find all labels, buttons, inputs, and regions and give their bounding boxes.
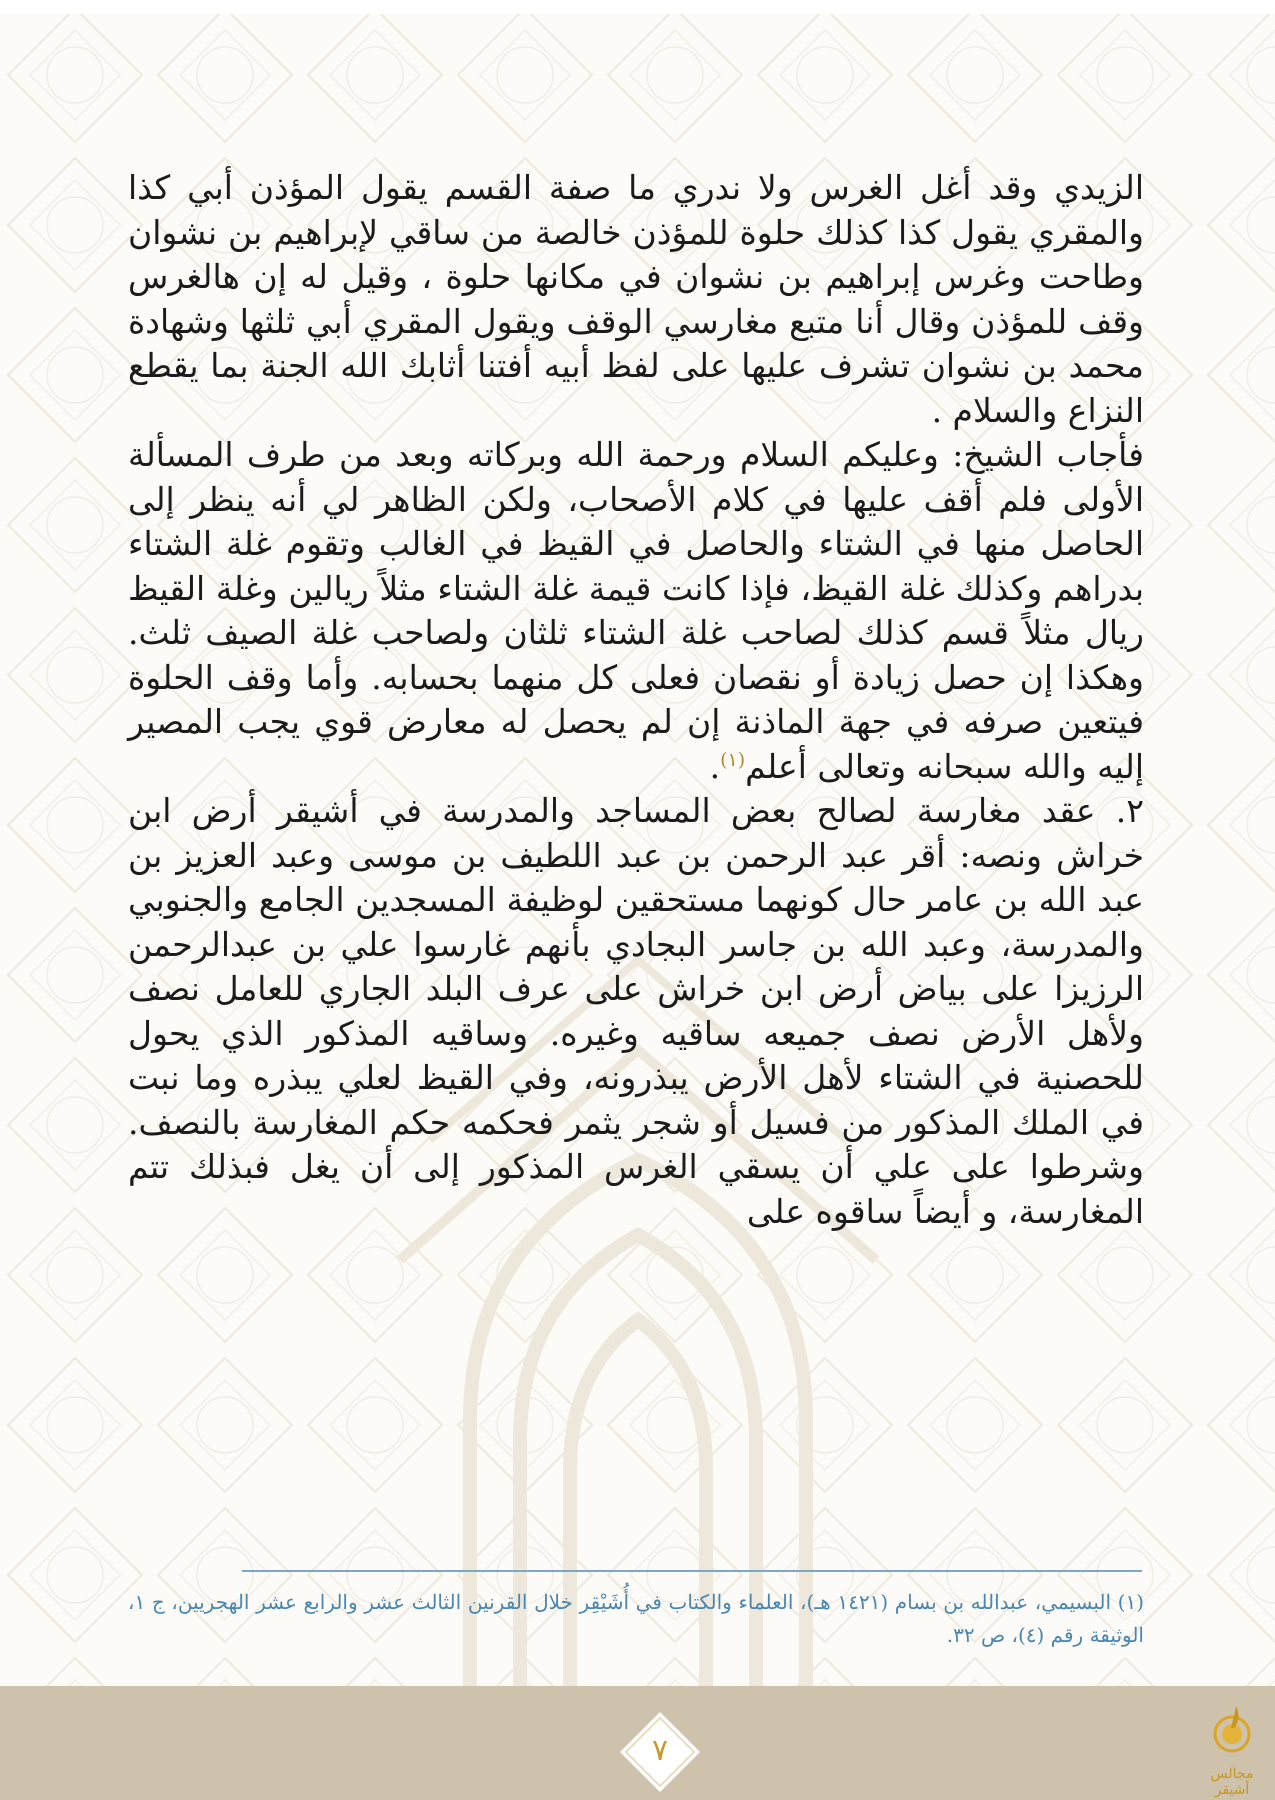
page-top-strip <box>0 0 1275 14</box>
paragraph-answer <box>128 433 1144 789</box>
site-logo <box>1194 1700 1270 1796</box>
footnote: (١) البسيمي، عبدالله بن بسام (١٤٢١ هـ)، العلماء والكتاب في أُشَيْقِر خلال القرنين الثالث عشر والرابع عشر الهجريين، ج ١، الوثيقة رقم (٤)، ص ٣٢. <box>128 1590 1145 1647</box>
paragraph-answer-tail: . <box>709 746 721 786</box>
footnote-reference[interactable]: (١) <box>720 748 746 771</box>
paragraph-contract: ٢. عقد مغارسة لصالح بعض المساجد والمدرسة في أشيقر أرض ابن خراش ونصه: أقر عبد الرحمن بن عبد اللطيف بن موسى وعبد العزيز بن عبد الله بن عامر حال كونهما مستحقين لوظيفة المسجدين الجامع والجنوبي والمدرسة، وعبد الله بن جاسر البجادي بأنهم غارسوا علي بن عبدالرحمن الرزيزا على بياض أرض ابن خراش على عرف البلد الجاري للعامل نصف ولأهل الأرض نصف جميعه ساقيه وغيره. وساقيه المذكور الذي يحول للحصنية في الشتاء لأهل الأرض يبذرونه، وفي القيظ لعلي يبذره وما نبت في الملك المذكور من فسيل أو شجر يثمر فحكمه حكم المغارسة بالنصف. وشرطوا على علي أن يسقي الغرس المذكور إلى أن يغل فبذلك تتم المغارسة، و أيضاً ساقوه على <box>128 791 1144 1231</box>
quill-seal-icon <box>1212 1704 1252 1760</box>
body-text <box>128 166 1144 1234</box>
page-number: ٧ <box>651 1733 669 1768</box>
logo-text: مجالس أشيقر <box>1210 1766 1254 1798</box>
paragraph-question: الزيدي وقد أغل الغرس ولا ندري ما صفة القسم يقول المؤذن أبي كذا والمقري يقول كذا كذلك حلوة للمؤذن خالصة من ساقي لإبراهيم بن نشوان وطاحت وغرس إبراهيم بن نشوان في مكانها حلوة ، وقيل له إن هالغرس وقف للمؤذن وقال أنا متبع مغارسي الوقف ويقول المقري أبي ثلثها وشهادة محمد بن نشوان تشرف عليها على لفظ أبيه أفتنا أثابك الله الجنة بما يقطع النزاع والسلام . <box>128 168 1144 430</box>
footnote-divider <box>242 1570 1142 1572</box>
paragraph-answer-text: فأجاب الشيخ: وعليكم السلام ورحمة الله وبركاته وبعد من طرف المسألة الأولى فلم أقف عليها في كلام الأصحاب، ولكن الظاهر لي أنه ينظر إلى الحاصل منها في الشتاء والحاصل في القيظ في الغالب وتقوم غلة الشتاء بدراهم وكذلك غلة القيظ، فإذا كانت قيمة غلة الشتاء مثلاً ريالين وغلة القيظ ريال مثلاً قسم كذلك لصاحب غلة الشتاء ثلثان ولصاحب غلة الصيف ثلث. وهكذا إن حصل زيادة أو نقصان فعلى كل منهما بحسابه. وأما وقف الحلوة فيتعين صرفه في جهة الماذنة إن لم يحصل له معارض قوي يجب المصير إليه والله سبحانه وتعالى أعلم <box>128 435 1144 786</box>
